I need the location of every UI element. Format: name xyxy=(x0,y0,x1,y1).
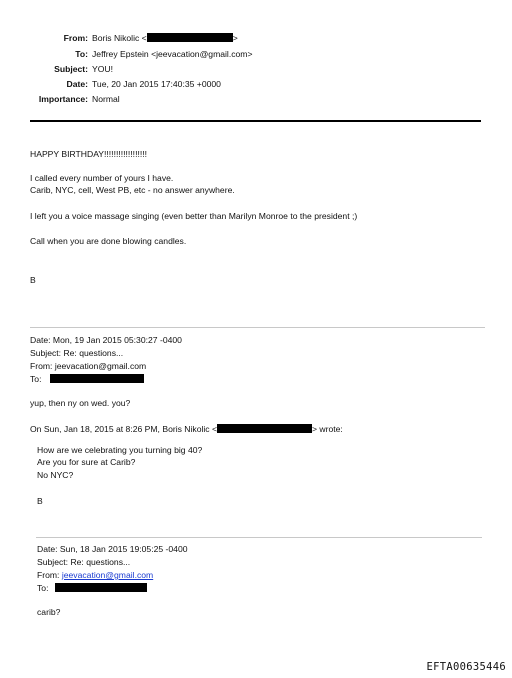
from-label: From: xyxy=(63,33,88,43)
subject-value: YOU! xyxy=(92,64,114,74)
message-line: I called every number of yours I have. xyxy=(30,173,174,183)
quoted-line: No NYC? xyxy=(37,470,74,480)
message-line: HAPPY BIRTHDAY!!!!!!!!!!!!!!!!!! xyxy=(30,149,148,159)
from-close: > xyxy=(232,33,238,43)
date-value: Tue, 20 Jan 2015 17:40:35 +0000 xyxy=(92,79,221,89)
reply-from-label: From: xyxy=(37,570,62,580)
wrote-line xyxy=(30,424,343,435)
reply-subject: Subject: Re: questions... xyxy=(37,557,131,567)
header-divider xyxy=(30,120,481,122)
subject-label: Subject: xyxy=(54,64,88,74)
wrote-prefix: On Sun, Jan 18, 2015 at 8:26 PM, Boris Nikolic < xyxy=(30,424,218,434)
quote-divider xyxy=(30,327,485,328)
reply-date: Date: Mon, 19 Jan 2015 05:30:27 -0400 xyxy=(30,335,182,345)
reply-to-label: To: xyxy=(30,374,42,384)
reply-to xyxy=(30,374,144,385)
redaction-bar xyxy=(50,374,144,383)
reply-to-label: To: xyxy=(37,583,49,593)
wrote-suffix: > wrote: xyxy=(312,424,343,434)
reply-body: yup, then ny on wed. you? xyxy=(30,398,131,408)
redaction-bar xyxy=(217,424,312,433)
reply-from: From: jeevacation@gmail.com xyxy=(30,361,147,371)
quote-divider xyxy=(36,537,482,538)
message-line: Carib, NYC, cell, West PB, etc - no answer anywhere. xyxy=(30,185,235,195)
reply-to xyxy=(37,583,147,594)
reply-from xyxy=(37,570,153,581)
from-name: Boris Nikolic < xyxy=(92,33,147,43)
to-value: Jeffrey Epstein <jeevacation@gmail.com> xyxy=(92,49,253,59)
redaction-bar xyxy=(55,583,147,592)
redaction-bar xyxy=(147,33,233,42)
reply-body: carib? xyxy=(37,607,61,617)
date-label: Date: xyxy=(66,79,88,89)
quoted-line: How are we celebrating you turning big 40? xyxy=(37,445,203,455)
message-line: Call when you are done blowing candles. xyxy=(30,236,187,246)
email-link[interactable]: jeevacation@gmail.com xyxy=(61,570,154,580)
signature: B xyxy=(30,275,36,285)
message-line: I left you a voice massage singing (even better than Marilyn Monroe to the president ;) xyxy=(30,211,358,221)
to-label: To: xyxy=(75,49,88,59)
reply-subject: Subject: Re: questions... xyxy=(30,348,124,358)
bates-number: EFTA00635446 xyxy=(426,661,506,673)
importance-label: Importance: xyxy=(38,94,88,104)
importance-value: Normal xyxy=(92,94,120,104)
reply-date: Date: Sun, 18 Jan 2015 19:05:25 -0400 xyxy=(37,544,188,554)
quoted-signature: B xyxy=(37,496,43,506)
quoted-line: Are you for sure at Carib? xyxy=(37,457,136,467)
